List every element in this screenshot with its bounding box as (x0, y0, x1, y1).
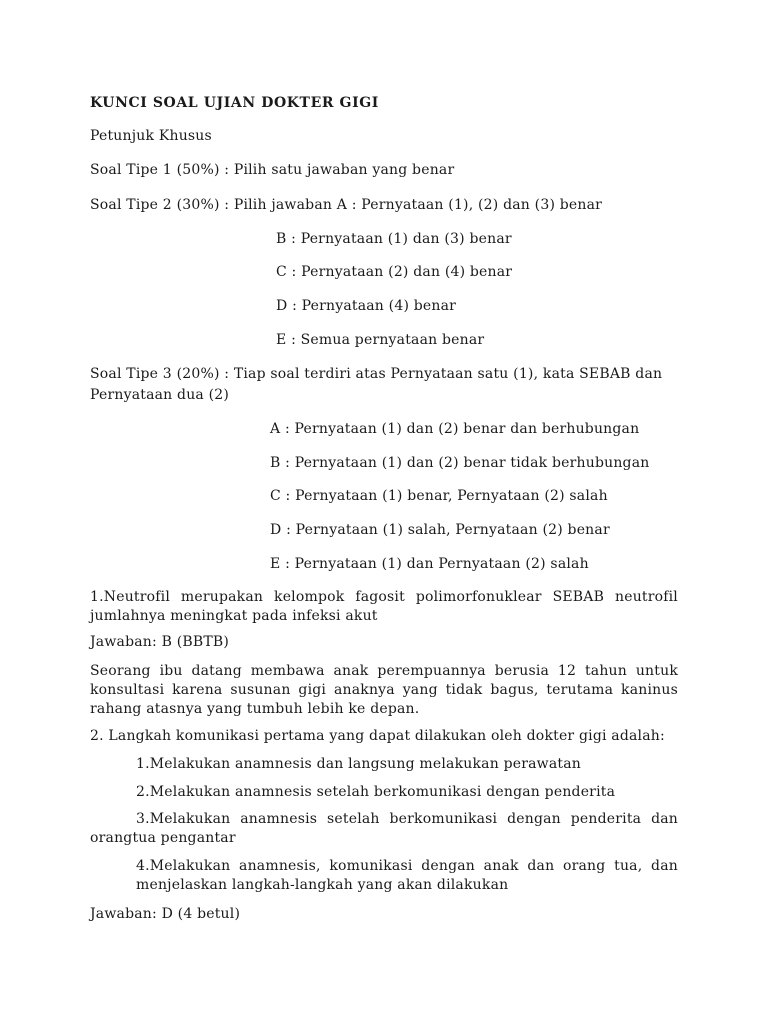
tipe2-option-d: D : Pernyataan (4) benar (276, 298, 457, 314)
tipe2-option-e: E : Semua pernyataan benar (276, 332, 485, 348)
tipe2-option-b: B : Pernyataan (1) dan (3) benar (276, 231, 512, 247)
tipe3-instruction-line2: Pernyataan dua (2) (90, 387, 230, 403)
q2-option-2: 2.Melakukan anamnesis setelah berkomunikasi dengan penderita (136, 784, 616, 800)
tipe2-option-c: C : Pernyataan (2) dan (4) benar (276, 264, 513, 280)
question-1: 1.Neutrofil merupakan kelompok fagosit polimorfonuklear SEBAB neutrofil jumlahnya meningkat pada infeksi akut (90, 589, 678, 624)
case-scenario: Seorang ibu datang membawa anak perempuannya berusia 12 tahun untuk konsultasi karena susunan gigi anaknya yang tidak bagus, terutama kaninus rahang atasnya yang tumbuh lebih ke depan. (90, 663, 678, 717)
tipe1-instruction: Soal Tipe 1 (50%) : Pilih satu jawaban yang benar (90, 162, 455, 178)
section-heading: Petunjuk Khusus (90, 128, 212, 144)
tipe3-option-b: B : Pernyataan (1) dan (2) benar tidak berhubungan (270, 455, 650, 471)
answer-1: Jawaban: B (BBTB) (90, 634, 230, 650)
tipe3-option-c: C : Pernyataan (1) benar, Pernyataan (2) salah (270, 488, 608, 504)
tipe3-instruction-line1: Soal Tipe 3 (20%) : Tiap soal terdiri atas Pernyataan satu (1), kata SEBAB dan (90, 366, 663, 382)
tipe3-option-d: D : Pernyataan (1) salah, Pernyataan (2) benar (270, 522, 610, 538)
q2-option-1: 1.Melakukan anamnesis dan langsung melakukan perawatan (136, 756, 581, 772)
q2-option-4: 4.Melakukan anamnesis, komunikasi dengan anak dan orang tua, dan menjelaskan langkah-langkah yang akan dilakukan (136, 858, 678, 893)
document-title: KUNCI SOAL UJIAN DOKTER GIGI (90, 95, 379, 111)
tipe2-instruction: Soal Tipe 2 (30%) : Pilih jawaban A : Pernyataan (1), (2) dan (3) benar (90, 197, 603, 213)
q2-option-3: 3.Melakukan anamnesis setelah berkomunikasi dengan penderita dan orangtua pengantar (90, 811, 678, 846)
tipe3-option-e: E : Pernyataan (1) dan Pernyataan (2) salah (270, 556, 589, 572)
answer-2: Jawaban: D (4 betul) (90, 906, 241, 922)
question-2: 2. Langkah komunikasi pertama yang dapat dilakukan oleh dokter gigi adalah: (90, 728, 665, 744)
tipe3-option-a: A : Pernyataan (1) dan (2) benar dan berhubungan (270, 421, 640, 437)
